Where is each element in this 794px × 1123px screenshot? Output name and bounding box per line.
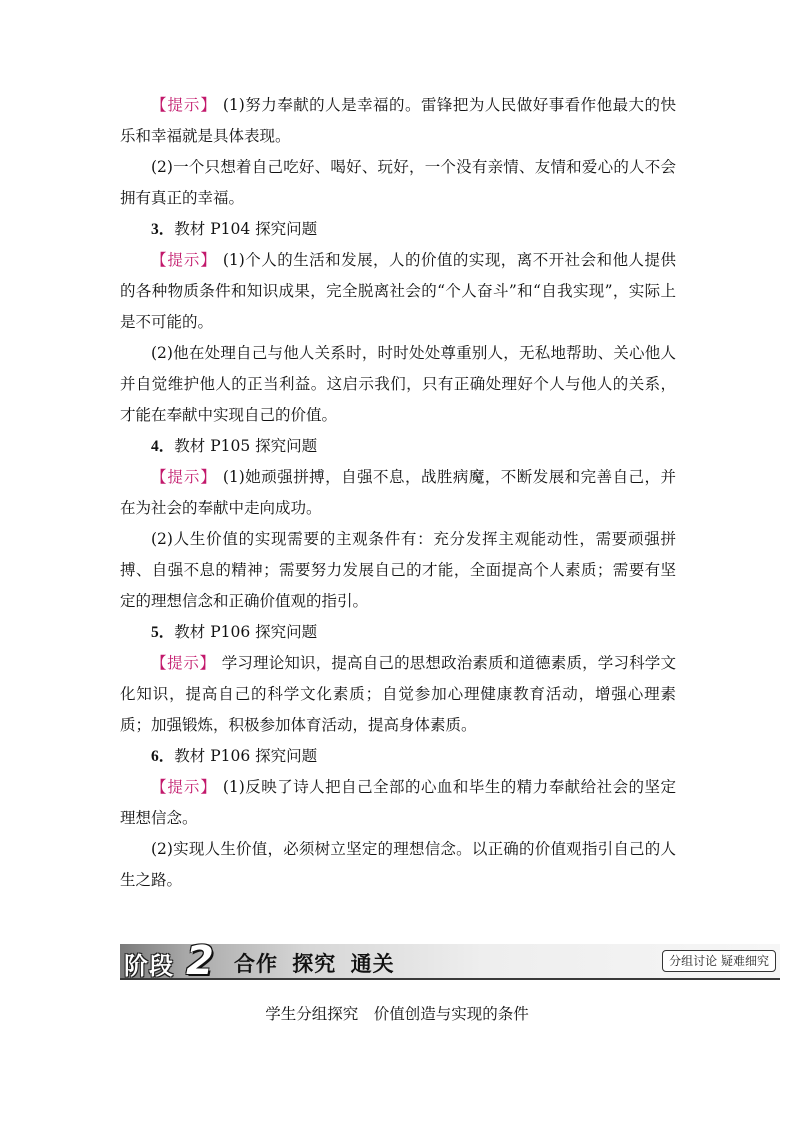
hint-text: (1)努力奉献的人是幸福的。雷锋把为人民做好事看作他最大的快乐和幸福就是具体表现。 [120,96,676,145]
question-number: 3． [151,221,175,238]
question-heading [120,617,676,648]
hint-paragraph [120,245,676,338]
section-title: 学生分组探究 价值创造与实现的条件 [265,1005,529,1023]
hint-tag: 【提示】 [151,468,217,486]
question-title: 教材 P104 探究问题 [174,220,318,238]
hint-paragraph [120,462,676,524]
hint-text: (1)反映了诗人把自己全部的心血和毕生的精力奉献给社会的坚定理想信念。 [120,778,676,827]
question-number: 6． [151,748,175,765]
stage-label: 阶段 [124,952,174,980]
hint-paragraph [120,772,676,834]
hint-text: (1)她顽强拼搏，自强不息，战胜病魔，不断发展和完善自己，并在为社会的奉献中走向成功。 [120,468,676,517]
stage-subtitle-box: 分组讨论 疑难细究 [662,950,776,972]
hint-text: 学习理论知识，提高自己的思想政治素质和道德素质，学习科学文化知识，提高自己的科学文化素质；自觉参加心理健康教育活动，增强心理素质；加强锻炼，积极参加体育活动，提高身体素质。 [120,654,676,734]
question-number: 4． [151,438,175,455]
hint-tag: 【提示】 [151,96,217,114]
question-title: 教材 P106 探究问题 [174,747,318,765]
question-number: 5． [151,624,175,641]
hint-tag: 【提示】 [151,251,217,269]
question-heading [120,214,676,245]
hint-tag: 【提示】 [151,778,217,796]
hint-paragraph [120,648,676,741]
answer-paragraph: (2)实现人生价值，必须树立坚定的理想信念。以正确的价值观指引自己的人生之路。 [120,840,676,889]
question-heading [120,741,676,772]
hint-tag: 【提示】 [151,654,216,672]
banner-underline [120,978,780,980]
stage-title: 合作 探究 通关 [234,952,395,976]
document-body [120,90,676,896]
question-title: 教材 P106 探究问题 [174,623,318,641]
hint-text: (1)个人的生活和发展，人的价值的实现，离不开社会和他人提供的各种物质条件和知识成果，完全脱离社会的“个人奋斗”和“自我实现”，实际上是不可能的。 [120,251,676,331]
answer-paragraph: (2)他在处理自己与他人关系时，时时处处尊重别人，无私地帮助、关心他人并自觉维护他人的正当利益。这启示我们，只有正确处理好个人与他人的关系，才能在奉献中实现自己的价值。 [120,344,676,424]
stage-number: 2 [186,938,214,984]
question-heading [120,431,676,462]
answer-paragraph: (2)一个只想着自己吃好、喝好、玩好，一个没有亲情、友情和爱心的人不会拥有真正的幸福。 [120,158,676,207]
stage-banner [120,938,780,984]
hint-paragraph [120,90,676,152]
answer-paragraph: (2)人生价值的实现需要的主观条件有：充分发挥主观能动性，需要顽强拼搏、自强不息的精神；需要努力发展自己的才能，全面提高个人素质；需要有坚定的理想信念和正确价值观的指引。 [120,530,676,610]
question-title: 教材 P105 探究问题 [174,437,318,455]
